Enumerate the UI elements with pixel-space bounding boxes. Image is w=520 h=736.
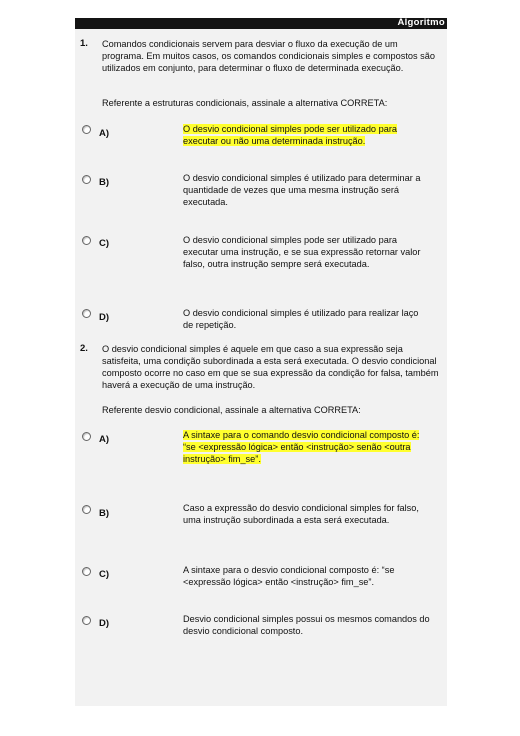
option-letter: B) [99, 508, 110, 519]
option-letter: D) [99, 312, 110, 323]
option-text: Caso a expressão do desvio condicional simples for falso, uma instrução subordinada a esta será executada. [183, 503, 419, 525]
exam-sheet [75, 18, 447, 706]
option-letter: A) [99, 128, 110, 139]
radio-q1-b[interactable] [82, 175, 91, 184]
option-text: O desvio condicional simples é utilizado para determinar a quantidade de vezes que uma mesma instrução será executada. [183, 173, 421, 207]
option-letter: B) [99, 177, 110, 188]
option-letter: C) [99, 238, 110, 249]
question-text: O desvio condicional simples é aquele em que caso a sua expressão seja satisfeita, uma condição subordinada a esta será executada. O desvio condicional composto ocorre no caso em que se sua expressão da condição for falsa, também haverá a execução de uma instrução. [102, 344, 439, 390]
option-letter: A) [99, 434, 110, 445]
question-number: 2. [80, 343, 88, 354]
option-text [183, 429, 431, 465]
radio-q2-a[interactable] [82, 432, 91, 441]
option-letter: C) [99, 569, 110, 580]
header-title: Algoritmo [397, 17, 445, 28]
highlighted-answer: O desvio condicional simples pode ser utilizado para executar ou não uma determinada instrução. [183, 124, 397, 146]
question-text: Comandos condicionais servem para desviar o fluxo da execução de um programa. Em muitos casos, os comandos condicionais simples e compostos são utilizados em conjunto, para determinar o fluxo de determinada execução. [102, 39, 435, 73]
option-letter: D) [99, 618, 110, 629]
radio-q2-d[interactable] [82, 616, 91, 625]
option-text [183, 123, 431, 147]
option-text: Desvio condicional simples possui os mesmos comandos do desvio condicional composto. [183, 614, 430, 636]
option-text: O desvio condicional simples é utilizado para realizar laço de repetição. [183, 308, 419, 330]
radio-q2-c[interactable] [82, 567, 91, 576]
radio-q1-c[interactable] [82, 236, 91, 245]
radio-q1-d[interactable] [82, 309, 91, 318]
option-text: A sintaxe para o desvio condicional composto é: “se <expressão lógica> então <instrução> fim_se”. [183, 565, 395, 587]
option-text: O desvio condicional simples pode ser utilizado para executar uma instrução, e se sua expressão retornar valor falso, outra instrução sempre será executada. [183, 235, 421, 269]
header-bar [75, 18, 447, 29]
question-prompt: Referente desvio condicional, assinale a alternativa CORRETA: [102, 405, 361, 415]
question-number: 1. [80, 38, 88, 49]
question-prompt: Referente a estruturas condicionais, assinale a alternativa CORRETA: [102, 98, 388, 108]
radio-q2-b[interactable] [82, 505, 91, 514]
radio-q1-a[interactable] [82, 125, 91, 134]
highlighted-answer: A sintaxe para o comando desvio condicional composto é: “se <expressão lógica> então <instrução> senão <outra instrução> fim_se”. [183, 430, 420, 464]
